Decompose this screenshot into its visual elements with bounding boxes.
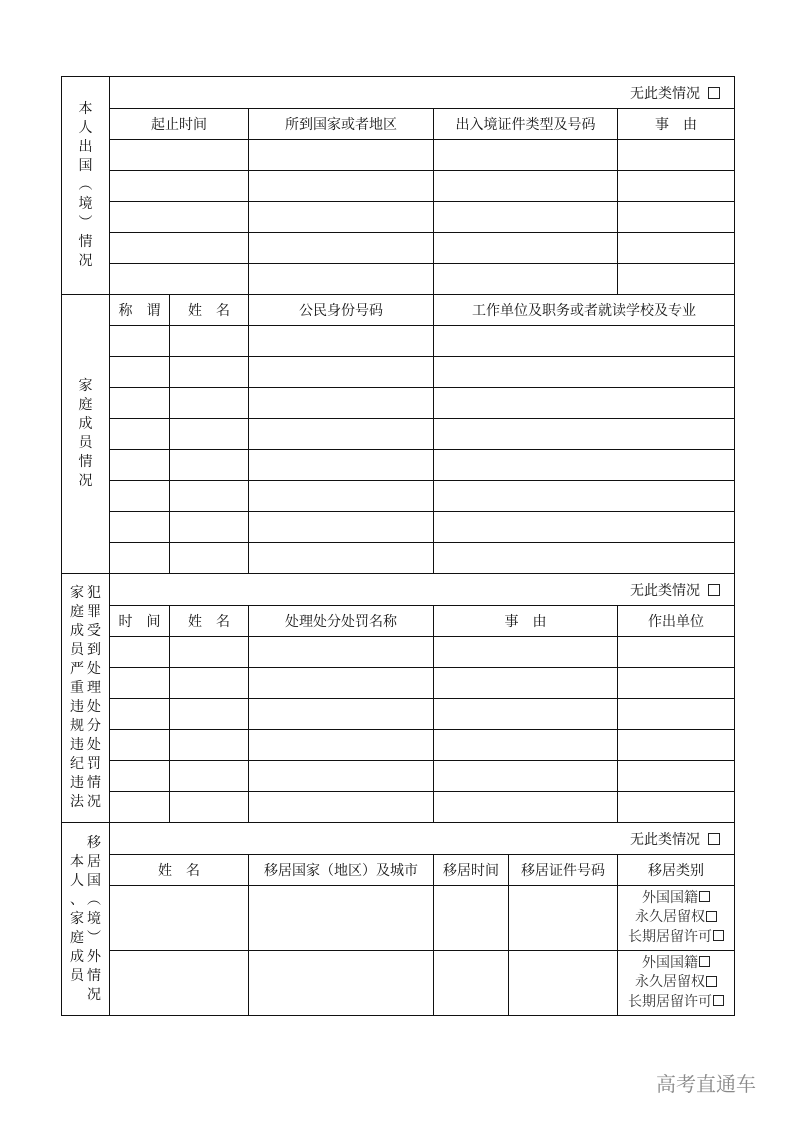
- cell[interactable]: [110, 357, 170, 388]
- table-row: [62, 419, 735, 450]
- cell[interactable]: [618, 233, 735, 264]
- cell[interactable]: [170, 730, 249, 761]
- cell[interactable]: [618, 202, 735, 233]
- table-row: [62, 233, 735, 264]
- cell[interactable]: [170, 699, 249, 730]
- cell[interactable]: [434, 699, 618, 730]
- section-label-family: [62, 295, 110, 574]
- cell[interactable]: [434, 481, 735, 512]
- header-time: 时 间: [110, 606, 170, 637]
- cell[interactable]: [110, 886, 249, 951]
- option-label: 长期居留许可: [628, 928, 712, 945]
- table-row: [62, 792, 735, 823]
- cell[interactable]: [110, 171, 249, 202]
- cell[interactable]: [618, 264, 735, 295]
- table-row: [62, 730, 735, 761]
- table-row: [62, 886, 735, 951]
- cell[interactable]: [434, 886, 509, 951]
- cell[interactable]: [249, 512, 434, 543]
- cell[interactable]: [249, 233, 434, 264]
- checkbox[interactable]: [708, 584, 720, 596]
- cell[interactable]: [618, 637, 735, 668]
- table-row: [62, 202, 735, 233]
- table-row: [62, 326, 735, 357]
- cell[interactable]: [249, 668, 434, 699]
- cell[interactable]: [249, 637, 434, 668]
- option-label: 永久居留权: [635, 909, 705, 926]
- cell[interactable]: [110, 202, 249, 233]
- header-reason: 事 由: [434, 606, 618, 637]
- cell[interactable]: [618, 792, 735, 823]
- no-such-case-crime[interactable]: [110, 574, 735, 606]
- personal-info-form-table: [61, 76, 735, 1016]
- cell[interactable]: [249, 761, 434, 792]
- table-row: [62, 388, 735, 419]
- table-row: [62, 951, 735, 1016]
- table-row: [62, 140, 735, 171]
- cell[interactable]: [434, 512, 735, 543]
- no-such-case-label: 无此类情况: [630, 582, 700, 599]
- cell[interactable]: [110, 512, 170, 543]
- table-row: [62, 264, 735, 295]
- table-row: [62, 637, 735, 668]
- cell[interactable]: [110, 668, 170, 699]
- cell[interactable]: [249, 202, 434, 233]
- cell[interactable]: [618, 668, 735, 699]
- section-label-crime: [62, 574, 110, 823]
- cell[interactable]: [110, 951, 249, 1016]
- vertical-label-text: 家 庭 成 员 情 况: [78, 378, 93, 489]
- cell[interactable]: [110, 419, 170, 450]
- option-permanent-residence[interactable]: [618, 908, 734, 928]
- cell[interactable]: [170, 761, 249, 792]
- cell[interactable]: [434, 951, 509, 1016]
- cell[interactable]: [434, 357, 735, 388]
- option-long-term-residence[interactable]: [618, 928, 734, 948]
- vertical-label-text: 本 人 、 家 庭 成 员: [70, 853, 84, 984]
- category-options: [618, 951, 735, 1016]
- header-period: 起止时间: [110, 109, 249, 140]
- cell[interactable]: [170, 512, 249, 543]
- cell[interactable]: [110, 450, 170, 481]
- table-row: [62, 450, 735, 481]
- section-label-travel: [62, 77, 110, 295]
- section-label-emigration: [62, 823, 110, 1016]
- cell[interactable]: [249, 140, 434, 171]
- header-name: 姓 名: [170, 606, 249, 637]
- cell[interactable]: [110, 388, 170, 419]
- cell[interactable]: [249, 543, 434, 574]
- header-employer: 工作单位及职务或者就读学校及专业: [434, 295, 735, 326]
- no-such-case-emigration[interactable]: [110, 823, 735, 855]
- header-category: 移居类别: [618, 855, 735, 886]
- option-label: 外国国籍: [642, 889, 698, 906]
- header-document-number: 移居证件号码: [509, 855, 618, 886]
- cell[interactable]: [434, 637, 618, 668]
- cell[interactable]: [249, 481, 434, 512]
- cell[interactable]: [434, 140, 618, 171]
- cell[interactable]: [434, 761, 618, 792]
- cell[interactable]: [110, 761, 170, 792]
- cell[interactable]: [170, 792, 249, 823]
- cell[interactable]: [249, 886, 434, 951]
- header-country-city: 移居国家（地区）及城市: [249, 855, 434, 886]
- cell[interactable]: [618, 730, 735, 761]
- header-emigration-time: 移居时间: [434, 855, 509, 886]
- cell[interactable]: [170, 668, 249, 699]
- cell[interactable]: [249, 951, 434, 1016]
- cell[interactable]: [110, 637, 170, 668]
- vertical-label-text: 犯 罪 受 到 处 理 处 分 处 罚 情 况: [87, 585, 101, 810]
- cell[interactable]: [110, 792, 170, 823]
- table-row: [62, 481, 735, 512]
- cell[interactable]: [434, 202, 618, 233]
- cell[interactable]: [249, 419, 434, 450]
- cell[interactable]: [110, 264, 249, 295]
- checkbox[interactable]: [706, 976, 717, 987]
- header-name: 姓 名: [110, 855, 249, 886]
- cell[interactable]: [249, 450, 434, 481]
- table-row: [62, 512, 735, 543]
- vertical-label-text: 本 人 出 国 ︵ 境 ︶ 情 况: [78, 101, 93, 269]
- cell[interactable]: [618, 699, 735, 730]
- cell[interactable]: [434, 233, 618, 264]
- cell[interactable]: [434, 264, 618, 295]
- cell[interactable]: [618, 171, 735, 202]
- header-name: 姓 名: [170, 295, 249, 326]
- table-row: [62, 543, 735, 574]
- cell[interactable]: [509, 886, 618, 951]
- cell[interactable]: [434, 543, 735, 574]
- cell[interactable]: [110, 543, 170, 574]
- checkbox[interactable]: [708, 833, 720, 845]
- cell[interactable]: [170, 543, 249, 574]
- checkbox[interactable]: [699, 891, 710, 902]
- option-foreign-nationality[interactable]: [618, 889, 734, 909]
- cell[interactable]: [249, 171, 434, 202]
- cell[interactable]: [249, 792, 434, 823]
- cell[interactable]: [434, 668, 618, 699]
- table-row: [62, 761, 735, 792]
- table-row: [62, 357, 735, 388]
- cell[interactable]: [249, 357, 434, 388]
- cell[interactable]: [434, 326, 735, 357]
- cell[interactable]: [249, 699, 434, 730]
- header-penalty-name: 处理处分处罚名称: [249, 606, 434, 637]
- vertical-label-text: 家 庭 成 员 严 重 违 规 违 纪 违 法: [70, 585, 84, 810]
- category-options: [618, 886, 735, 951]
- table-row: [62, 668, 735, 699]
- option-long-term-residence[interactable]: [618, 993, 734, 1013]
- no-such-case-label: 无此类情况: [630, 831, 700, 848]
- cell[interactable]: [249, 730, 434, 761]
- option-label: 永久居留权: [635, 974, 705, 991]
- cell[interactable]: [170, 637, 249, 668]
- cell[interactable]: [170, 326, 249, 357]
- checkbox[interactable]: [706, 911, 717, 922]
- cell[interactable]: [434, 450, 735, 481]
- option-foreign-nationality[interactable]: [618, 954, 734, 974]
- header-destination: 所到国家或者地区: [249, 109, 434, 140]
- header-document: 出入境证件类型及号码: [434, 109, 618, 140]
- cell[interactable]: [509, 951, 618, 1016]
- cell[interactable]: [110, 326, 170, 357]
- header-id-number: 公民身份号码: [249, 295, 434, 326]
- cell[interactable]: [110, 699, 170, 730]
- cell[interactable]: [434, 419, 735, 450]
- cell[interactable]: [110, 233, 249, 264]
- header-relation: 称 谓: [110, 295, 170, 326]
- cell[interactable]: [618, 761, 735, 792]
- checkbox[interactable]: [713, 930, 724, 941]
- header-issuing-unit: 作出单位: [618, 606, 735, 637]
- cell[interactable]: [249, 326, 434, 357]
- no-such-case-travel[interactable]: [110, 77, 735, 109]
- cell[interactable]: [434, 730, 618, 761]
- checkbox[interactable]: [708, 87, 720, 99]
- cell[interactable]: [170, 388, 249, 419]
- cell[interactable]: [434, 171, 618, 202]
- option-label: 长期居留许可: [628, 993, 712, 1010]
- table-row: [62, 171, 735, 202]
- cell[interactable]: [618, 140, 735, 171]
- option-label: 外国国籍: [642, 954, 698, 971]
- vertical-label-text: 移 居 国 ︵ 境 ︶ 外 情 况: [87, 834, 101, 1003]
- cell[interactable]: [249, 264, 434, 295]
- cell[interactable]: [434, 388, 735, 419]
- no-such-case-label: 无此类情况: [630, 85, 700, 102]
- cell[interactable]: [434, 792, 618, 823]
- header-reason: 事 由: [618, 109, 735, 140]
- cell[interactable]: [170, 357, 249, 388]
- checkbox[interactable]: [699, 956, 710, 967]
- cell[interactable]: [110, 481, 170, 512]
- cell[interactable]: [110, 140, 249, 171]
- cell[interactable]: [170, 450, 249, 481]
- cell[interactable]: [170, 419, 249, 450]
- cell[interactable]: [110, 730, 170, 761]
- cell[interactable]: [170, 481, 249, 512]
- option-permanent-residence[interactable]: [618, 973, 734, 993]
- table-row: [62, 699, 735, 730]
- watermark: 高考直通车: [656, 1072, 756, 1096]
- cell[interactable]: [249, 388, 434, 419]
- checkbox[interactable]: [713, 995, 724, 1006]
